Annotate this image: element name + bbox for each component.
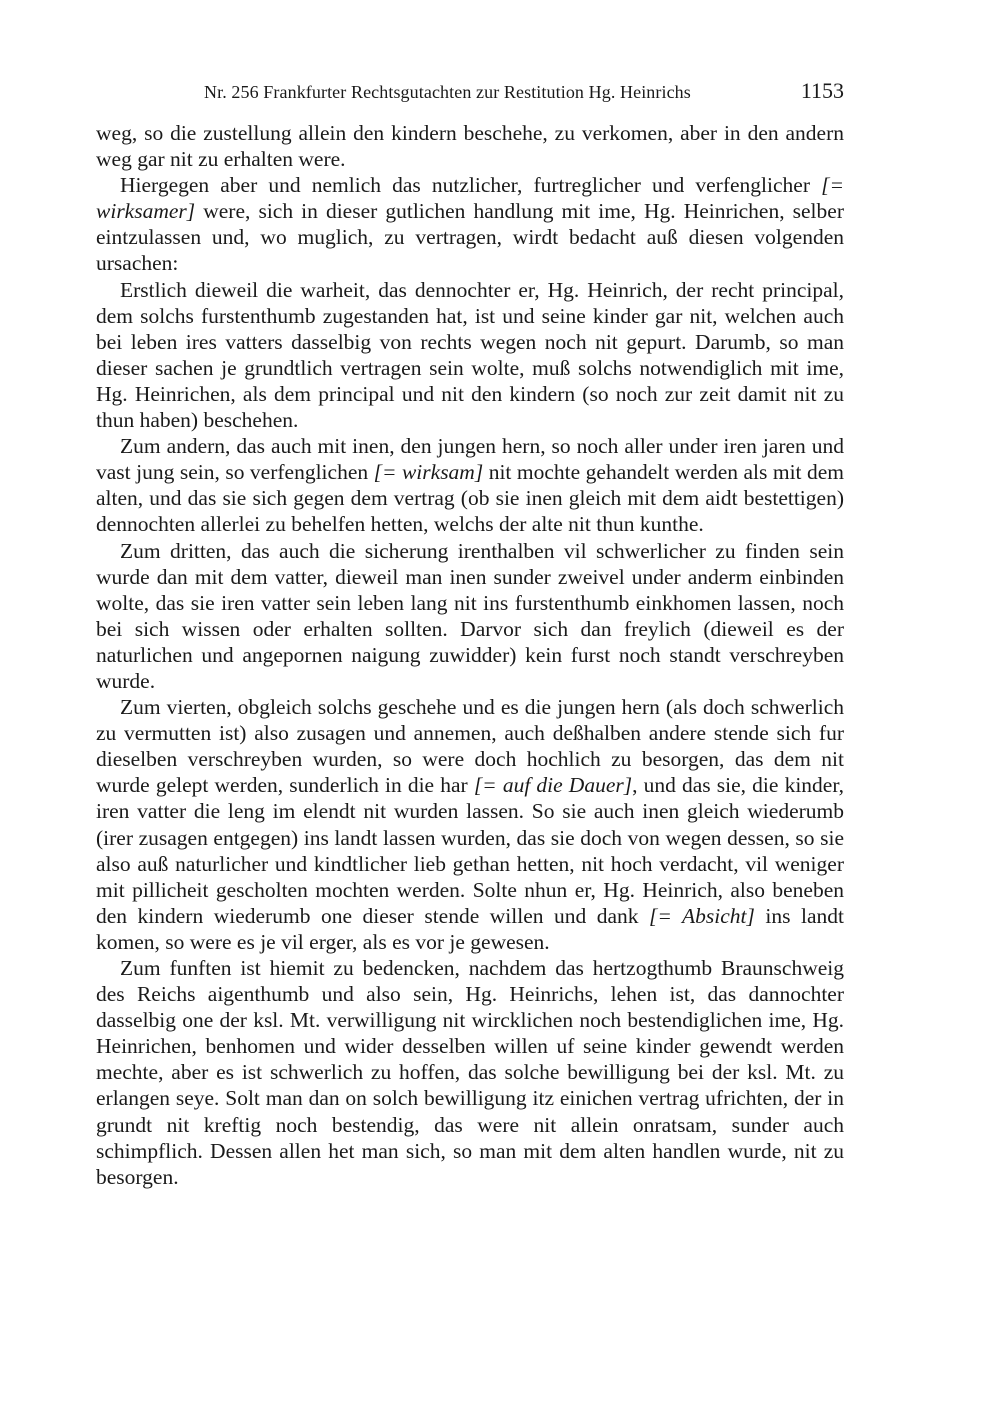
paragraph-4	[96, 433, 844, 537]
running-header	[96, 78, 844, 108]
text-segment: Hiergegen aber und nemlich das nutzlicher, furtreglicher und verfenglicher	[120, 173, 822, 198]
paragraph-2	[96, 172, 844, 276]
editorial-note: [= Absicht]	[649, 903, 755, 928]
running-title: Nr. 256 Frankfurter Rechtsgutachten zur Restitution Hg. Heinrichs	[204, 82, 691, 102]
paragraph-3	[96, 277, 844, 434]
paragraph-5	[96, 538, 844, 695]
editorial-note: [= wirksam]	[373, 460, 484, 485]
text-segment: were, sich in dieser gutlichen handlung mit ime, Hg. Heinrichen, selber eintzulassen und, wo muglich, zu vertragen, wirdt bedacht auß diesen volgenden ursachen:	[96, 199, 844, 276]
text-segment: Zum andern, das auch mit inen, den jungen hern, so noch aller under iren jaren und vast jung sein, so verfenglichen	[96, 434, 844, 485]
editorial-note: [= auf die Dauer]	[473, 773, 633, 798]
text-segment: Erstlich dieweil die warheit, das dennochter er, Hg. Heinrich, der recht principal, dem solchs furstenthumb zugestanden hat, ist und seine kinder gar nit, welchen auch bei leben ires vatters dasselbig von rechts wegen noch nit gepurt. Darumb, so man dieser sachen je grundtlich vertragen sein wolte, muß solchs notwendiglich mit ime, Hg. Heinrichen, als dem principal und nit den kindern (so noch zur zeit damit nit zu thun haben) beschehen.	[96, 277, 844, 433]
text-segment: ins landt komen, so were es je vil erger, als es vor je gewesen.	[96, 903, 844, 954]
text-segment: nit mochte gehandelt werden als mit dem alten, und das sie sich gegen dem vertrag (ob sie inen gleich mit dem aidt bestettigen) dennochten allerlei zu behelfen hetten, welchs der alte nit thun kunthe.	[96, 460, 845, 537]
text-segment: Zum funften ist hiemit zu bedencken, nachdem das hertzogthumb Braunschweig des Reichs aigenthumb und also sein, Hg. Heinrichs, lehen ist, das dannochter dasselbig one der ksl. Mt. verwilligung nit wircklichen noch bestendiglichen ime, Hg. Heinrichen, benhomen und wider desselben willen uf seine kinder gewendt werden mechte, aber es ist schwerlich zu hoffen, das solche bewilligung bei der ksl. Mt. zu erlangen seye. Solt man dan on solch bewilligung itz einichen vertrag ufrichten, der in grundt nit kreftig noch bestendig, das were nit allein onratsam, sunder auch schimpflich. Dessen allen het man sich, so man mit dem alten handlen wurde, nit zu besorgen.	[96, 956, 844, 1189]
main-text	[96, 120, 844, 1190]
paragraph-7	[96, 955, 844, 1190]
text-segment: , und das sie, die kinder, iren vatter die leng im elendt nit wurden lassen. So sie auch inen gleich wiederumb (irer zusagen entgegen) ins landt lassen wurden, das sie doch von wegen dessen, so sie also auß naturlicher und kindtlicher lieb gethan hetten, nit hoch verdacht, vil weniger mit pillicheit gescholten mochten werden. Solte nhun er, Hg. Heinrich, also beneben den kindern wiederumb one dieser stende willen und dank	[96, 773, 845, 928]
paragraph-1	[96, 120, 844, 172]
paragraph-6	[96, 694, 844, 955]
page-number: 1153	[800, 78, 844, 103]
text-segment: weg, so die zustellung allein den kindern beschehe, zu verkomen, aber in den andern weg gar nit zu erhalten were.	[96, 121, 844, 172]
editorial-note: [= wirksamer]	[96, 173, 844, 224]
text-segment: Zum dritten, das auch die sicherung irenthalben vil schwerlicher zu finden sein wurde dan mit dem vatter, dieweil man inen sunder zweivel under anderm einbinden wolte, das sie iren vatter sein leben lang nit ins furstenthumb einkhomen lassen, noch bei sich wissen oder erhalten sollten. Darvor sich dan freylich (dieweil es der naturlichen und angepornen naigung zuwidder) kein furst noch standt verschreyben wurde.	[96, 538, 844, 693]
text-segment: Zum vierten, obgleich solchs geschehe und es die jungen hern (als doch schwerlich zu vermutten ist) also zusagen und annemen, auch deßhalben andere stende sich fur dieselben verschreyben wurden, so were doch hochlich zu besorgen, das dem nit wurde gelept werden, sunderlich in die har	[96, 695, 844, 798]
